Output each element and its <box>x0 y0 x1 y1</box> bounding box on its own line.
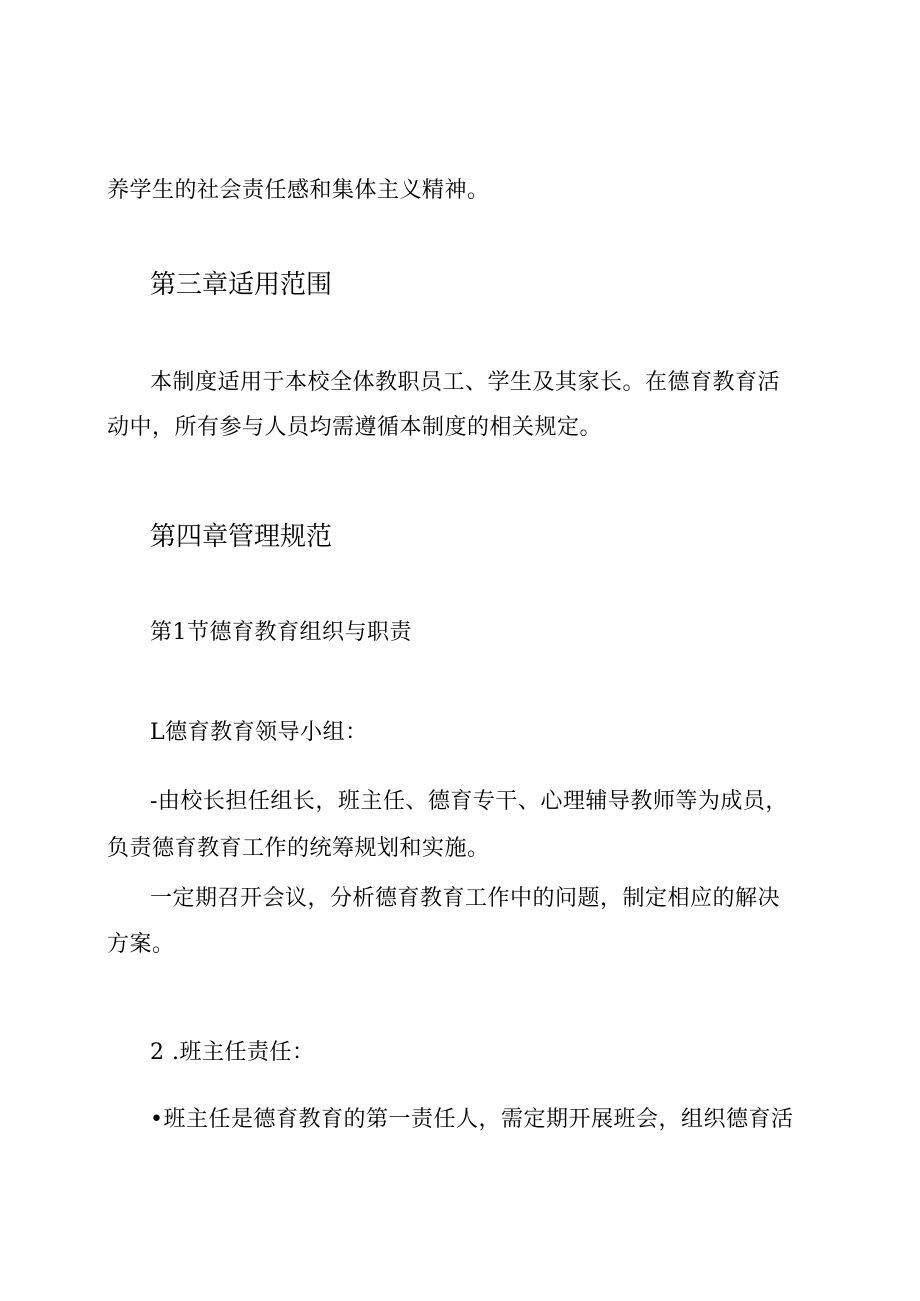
intro-tail-text: 养学生的社会责任感和集体主义精神。 <box>107 178 490 203</box>
item1-point1-line1: -由校长担任组长，班主任、德育专干、心理辅导教师等为成员， <box>150 789 788 814</box>
item1-point2-line1: 一定期召开会议，分析德育教育工作中的问题，制定相应的解决 <box>150 886 781 911</box>
chapter3-paragraph-line2: 动中，所有参与人员均需遵循本制度的相关规定。 <box>107 415 603 440</box>
chapter3-title: 第三章适用范围 <box>150 270 333 300</box>
chapter4-title: 第四章管理规范 <box>150 522 333 552</box>
item2-title: 2 .班主任责任： <box>150 1040 315 1065</box>
item1-point2-line2: 方案。 <box>107 932 175 957</box>
item1-point1-line2: 负责德育教育工作的统筹规划和实施。 <box>107 836 490 861</box>
item2-point1-line1: •班主任是德育教育的第一责任人，需定期开展班会，组织德育活 <box>150 1107 794 1132</box>
section1-title: 第1节德育教育组织与职责 <box>150 620 412 645</box>
item1-title: L德育教育领导小组： <box>150 720 368 745</box>
chapter3-paragraph-line1: 本制度适用于本校全体教职员工、学生及其家长。在德育教育活 <box>150 370 781 395</box>
